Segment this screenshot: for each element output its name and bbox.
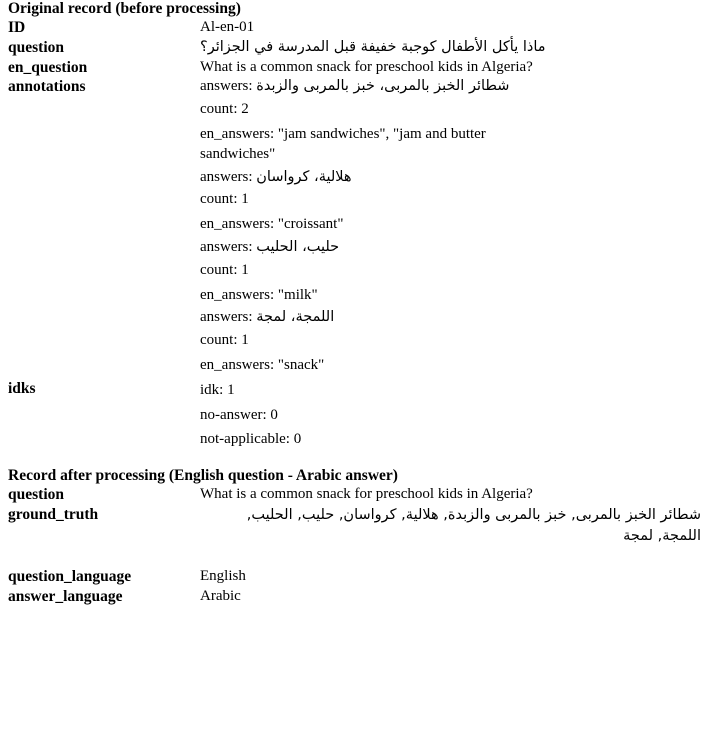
table-row-annotations (8, 77, 701, 378)
en-answers-label: en_answers: (200, 126, 275, 143)
answers-label: answers: (200, 168, 253, 185)
answers-value-arabic: شطائر الخبز بالمربى، خبز بالمربى والزبدة (256, 78, 510, 95)
answers-value-arabic: اللمجة، لمجة (256, 309, 335, 326)
annotation-count-line (200, 259, 701, 284)
table-row-idks (8, 379, 701, 453)
row-value-question-cell (200, 38, 701, 58)
row-key-question-language: question_language (8, 568, 132, 586)
en-answers-label: en_answers: (200, 357, 275, 374)
annotation-en-answers-line (200, 354, 701, 379)
row-key-question: question (8, 38, 64, 56)
row-value-idks (200, 379, 701, 453)
annotation-count-line (200, 98, 701, 123)
row-key-en-question: en_question (8, 58, 88, 76)
annotation-answers-line (200, 308, 701, 329)
table2-gap (8, 547, 701, 567)
row-value-answer-language: Arabic (200, 587, 241, 604)
table-row (8, 485, 701, 505)
processed-record-table (8, 467, 701, 607)
count-label: count: (200, 101, 238, 118)
table2-gap-row (8, 547, 701, 567)
en-answers-value: "milk" (277, 286, 318, 303)
not-applicable-line: not-applicable: 0 (200, 431, 302, 448)
count-value: 2 (241, 101, 249, 118)
table2-caption-row (8, 467, 701, 485)
no-answer-line: no-answer: 0 (200, 406, 278, 423)
table1-bottom-rule (8, 453, 701, 467)
annotation-count-line (200, 329, 701, 354)
en-answers-value: "snack" (277, 357, 325, 374)
annotation-answers-line (200, 238, 701, 259)
row-value-question-arabic: ماذا يأكل الأطفال كوجبة خفيفة قبل المدرسة في الجزائر؟ (200, 38, 546, 55)
table1-bottom-rule-row (8, 453, 701, 467)
answers-value-arabic: حليب، الحليب (256, 239, 340, 256)
count-label: count: (200, 332, 238, 349)
row-key-idks: idks (8, 379, 36, 397)
row-value-question-language: English (200, 568, 246, 585)
table-row (8, 505, 701, 547)
annotation-answers-line (200, 168, 701, 189)
idk-line: idk: 1 (200, 381, 235, 398)
en-answers-label: en_answers: (200, 216, 275, 233)
original-record-table (8, 0, 701, 467)
count-value: 1 (241, 332, 249, 349)
answers-value-arabic: هلالية، كرواسان (256, 168, 352, 185)
row-value-annotations (200, 77, 701, 378)
row-key-annotations: annotations (8, 78, 86, 96)
table1-caption-row (8, 0, 701, 18)
table-row (8, 18, 701, 38)
answers-label: answers: (200, 309, 253, 326)
answers-label: answers: (200, 239, 253, 256)
table2-caption: Record after processing (English question - Arabic answer) (8, 467, 398, 485)
annotation-count-line (200, 188, 701, 213)
table-row (8, 587, 701, 607)
table1-caption: Original record (before processing) (8, 0, 241, 17)
table-row (8, 58, 701, 78)
table-row (8, 567, 701, 587)
count-label: count: (200, 261, 238, 278)
table-row (8, 38, 701, 58)
row-value-en-question: What is a common snack for preschool kids in Algeria? (200, 58, 533, 75)
row-key-answer-language: answer_language (8, 587, 123, 605)
annotation-en-answers-line (200, 284, 701, 309)
row-key-question-2: question (8, 486, 64, 504)
answers-label: answers: (200, 78, 253, 95)
annotation-en-answers-line (200, 123, 555, 168)
count-value: 1 (241, 261, 249, 278)
annotation-answers-line (200, 77, 701, 98)
row-value-ground-truth-arabic: شطائر الخبز بالمربى, خبز بالمربى والزبدة, هلالية, كرواسان, حليب, الحليب, اللمجة, لمجة (246, 507, 701, 545)
count-label: count: (200, 191, 238, 208)
row-value-ground-truth-cell (200, 505, 701, 547)
en-answers-value: "jam sandwiches", "jam and butter sandwiches" (200, 126, 486, 162)
row-value-question-2: What is a common snack for preschool kids in Algeria? (200, 486, 533, 503)
en-answers-label: en_answers: (200, 286, 275, 303)
row-key-ground-truth: ground_truth (8, 506, 99, 524)
annotation-en-answers-line (200, 213, 701, 238)
en-answers-value: "croissant" (277, 216, 344, 233)
row-key-id: ID (8, 19, 26, 36)
count-value: 1 (241, 191, 249, 208)
row-value-id: Al-en-01 (200, 19, 255, 35)
